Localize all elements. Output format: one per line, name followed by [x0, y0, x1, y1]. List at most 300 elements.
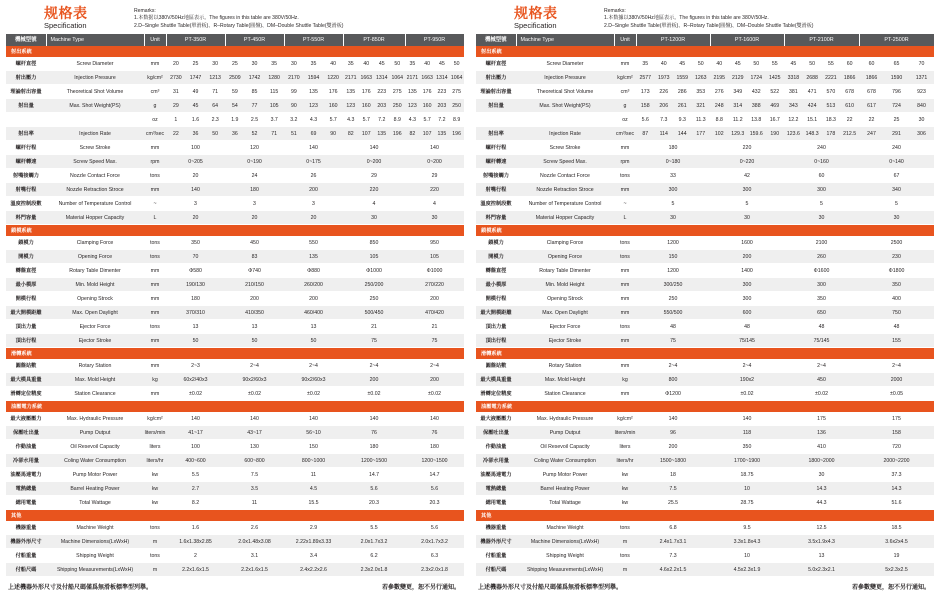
value-subgroup — [710, 89, 784, 95]
row-unit: mm — [144, 306, 166, 320]
cell-value: 29 — [343, 169, 405, 183]
cell-value: 350 — [166, 236, 225, 250]
cell-value: 83 — [225, 250, 284, 264]
cell-value: 140 — [405, 141, 464, 155]
row-label-en: Coling Water Consumption — [46, 454, 144, 468]
value-subgroup — [166, 117, 225, 123]
row-value-group — [343, 85, 405, 99]
cell-value: 43~17 — [225, 426, 284, 440]
cell-value: 0~175 — [284, 155, 343, 169]
table-row — [476, 320, 934, 334]
footer-note — [6, 577, 464, 591]
cell-value: 210/150 — [225, 278, 284, 292]
cell-value: 350 — [710, 440, 784, 454]
table-row — [6, 320, 464, 334]
cell-value: 52 — [251, 130, 258, 137]
value-subgroup — [284, 103, 343, 109]
cell-value: 129.3 — [731, 130, 745, 137]
cell-value: 76 — [405, 426, 464, 440]
footer-note-left: 上述機器外形尺寸及付船尺碼僅爲無滑板標準型列擧。 — [8, 585, 153, 591]
cell-value: 5.5 — [343, 521, 405, 535]
row-label-en: Shipping Weight — [516, 549, 614, 563]
row-unit: mm — [614, 292, 636, 306]
cell-value: 75 — [636, 334, 710, 348]
row-unit: rpm — [144, 155, 166, 169]
panel-header — [476, 0, 934, 34]
cell-value: 12.5 — [784, 521, 859, 535]
table-row — [6, 373, 464, 387]
table-row — [476, 359, 934, 373]
cell-value: 45 — [192, 102, 199, 109]
row-label-cn: 射嘴接觸力 — [476, 169, 516, 183]
row-value-group — [166, 127, 225, 141]
cell-value: 100 — [166, 141, 225, 155]
cell-value: 469 — [770, 102, 780, 109]
row-label-cn: 電熱總量 — [6, 482, 46, 496]
cell-value: 471 — [807, 88, 817, 95]
cell-value: 56~10 — [284, 426, 343, 440]
cell-value: 30 — [710, 211, 784, 225]
remark-line: 1.本数据以380V/50Hz地區表示。The figures in this table are 380V/50Hz. — [134, 15, 299, 22]
cell-value: 118 — [710, 426, 784, 440]
value-subgroup — [636, 75, 710, 81]
row-unit: cm³/sec — [614, 127, 636, 141]
row-unit: kw — [614, 482, 636, 496]
value-subgroup — [343, 89, 405, 95]
table-row — [476, 549, 934, 563]
row-unit: mm — [614, 334, 636, 348]
row-label-en: Number of Temperature Control — [46, 197, 144, 211]
cell-value: 250 — [636, 292, 710, 306]
row-unit: oz — [144, 113, 166, 127]
cell-value: 1314 — [375, 74, 388, 81]
table-row — [476, 334, 934, 348]
cell-value: 250 — [343, 292, 405, 306]
cell-value: 3 — [225, 197, 284, 211]
remark-line: 2.D–Single Shuttle Table(單滑板)、R–Rotary Table(圓盤)、DM–Double Shuttle Table(雙滑板) — [604, 22, 814, 29]
row-label-cn: 射出量 — [476, 99, 516, 113]
section-title: 滑轉系統 — [6, 348, 464, 360]
cell-value: 20 — [225, 211, 284, 225]
row-label-en: Rotary Table Dimenter — [516, 264, 614, 278]
cell-value: 173 — [640, 88, 650, 95]
section-header-row — [476, 348, 934, 360]
row-label-en: Station Clearance — [516, 387, 614, 401]
cell-value: 155 — [859, 334, 934, 348]
row-label-en: Pump Output — [46, 426, 144, 440]
cell-value: 196 — [392, 130, 402, 137]
cell-value: 14.7 — [405, 468, 464, 482]
cell-value: 450 — [784, 373, 859, 387]
cell-value: 1724 — [750, 74, 763, 81]
row-label-cn: 電熱總量 — [476, 482, 516, 496]
cell-value: 5.7 — [423, 116, 431, 123]
cell-value: 7.5 — [636, 482, 710, 496]
cell-value: 140 — [166, 412, 225, 426]
row-label-cn: 轉盤直徑 — [476, 264, 516, 278]
cell-value: 203 — [437, 102, 447, 109]
column-header-model: PT-2100R — [784, 34, 859, 46]
cell-value: 29 — [172, 102, 179, 109]
value-subgroup — [710, 131, 784, 137]
cell-value: 2000~2200 — [859, 454, 934, 468]
value-subgroup — [405, 89, 464, 95]
cell-value: 158 — [640, 102, 650, 109]
cell-value: 410 — [784, 440, 859, 454]
cell-value: 135 — [284, 250, 343, 264]
cell-value: 3.1 — [225, 549, 284, 563]
cell-value: 36 — [231, 130, 238, 137]
value-subgroup — [405, 61, 464, 67]
column-header-model: PT-850R — [343, 34, 405, 46]
cell-value: 314 — [733, 102, 743, 109]
row-value-group — [225, 99, 284, 113]
cell-value: 610 — [845, 102, 854, 109]
cell-value: 2100 — [784, 236, 859, 250]
cell-value: 350 — [784, 292, 859, 306]
row-value-group — [784, 71, 859, 85]
cell-value: 150 — [284, 440, 343, 454]
row-value-group — [343, 127, 405, 141]
cell-value: 400 — [859, 292, 934, 306]
cell-value: 45 — [790, 60, 797, 67]
row-unit: liters/min — [144, 426, 166, 440]
cell-value: 90 — [290, 102, 297, 109]
cell-value: 50 — [212, 130, 219, 137]
row-unit: tons — [614, 169, 636, 183]
row-label-cn: 油壓馬達電力 — [476, 468, 516, 482]
row-value-group — [636, 85, 710, 99]
cell-value: Φ1600 — [784, 264, 859, 278]
row-unit: rpm — [614, 155, 636, 169]
row-label-en: Rotary Table Dimenter — [46, 264, 144, 278]
row-label-en: Total Wattage — [46, 496, 144, 510]
row-unit: kw — [144, 482, 166, 496]
cell-value: 71 — [212, 88, 219, 95]
cell-value: 15.5 — [284, 496, 343, 510]
table-row — [6, 113, 464, 127]
cell-value: 13 — [284, 320, 343, 334]
cell-value: 8.9 — [453, 116, 461, 123]
cell-value: 37.3 — [859, 468, 934, 482]
header-model-en: Machine Type — [516, 34, 614, 46]
table-header-row — [6, 34, 464, 46]
value-subgroup — [225, 75, 284, 81]
cell-value: 190x2 — [710, 373, 784, 387]
row-value-group — [859, 127, 934, 141]
cell-value: 50 — [697, 60, 704, 67]
row-label-en: Oil Resevoil Capacity — [46, 440, 144, 454]
row-value-group — [343, 71, 405, 85]
section-title: 油壓電力系統 — [476, 401, 934, 413]
cell-value: 300 — [710, 183, 784, 197]
cell-value: 76 — [343, 426, 405, 440]
row-label-cn: 滑轉定位精度 — [6, 387, 46, 401]
cell-value: 2.3x2.0x1.8 — [343, 563, 405, 577]
row-label-cn: 機器重量 — [6, 521, 46, 535]
cell-value: 45 — [378, 60, 385, 67]
cell-value: 21 — [405, 320, 464, 334]
row-label-cn: 最大液壓壓力 — [6, 412, 46, 426]
cell-value: 54 — [231, 102, 238, 109]
cell-value: 178 — [826, 130, 836, 137]
cell-value: 261 — [677, 102, 687, 109]
cell-value: 340 — [859, 183, 934, 197]
cell-value: 200 — [225, 292, 284, 306]
cell-value: 1590 — [890, 74, 903, 81]
cell-value: Φ1800 — [859, 264, 934, 278]
cell-value: 200 — [284, 183, 343, 197]
cell-value: 50 — [394, 60, 401, 67]
cell-value: 2~4 — [405, 359, 464, 373]
row-label-cn: 頂出力量 — [6, 320, 46, 334]
row-label-cn: 總用電量 — [6, 496, 46, 510]
row-value-group — [784, 99, 859, 113]
row-value-group — [710, 85, 784, 99]
table-row — [476, 127, 934, 141]
row-label-en: Nozzle Retraction Stroce — [46, 183, 144, 197]
row-label-en: Machine Weight — [516, 521, 614, 535]
cell-value: 75/145 — [710, 334, 784, 348]
cell-value: 176 — [361, 88, 371, 95]
row-label-cn: 射嘴接觸力 — [6, 169, 46, 183]
cell-value: 2509 — [229, 74, 241, 81]
row-label-en — [516, 113, 614, 127]
cell-value: 42 — [710, 169, 784, 183]
row-label-en: Shipping Weight — [46, 549, 144, 563]
cell-value: 2~4 — [225, 359, 284, 373]
row-unit: mm — [614, 264, 636, 278]
value-subgroup — [343, 117, 405, 123]
cell-value: 1213 — [209, 74, 221, 81]
row-unit: ~ — [144, 197, 166, 211]
row-label-en: Number of Temperature Control — [516, 197, 614, 211]
cell-value: 30 — [859, 211, 934, 225]
cell-value: 8.9 — [393, 116, 401, 123]
cell-value: 2.4x1.7x3.1 — [636, 535, 710, 549]
cell-value: 87 — [642, 130, 649, 137]
value-subgroup — [225, 117, 284, 123]
cell-value: ±0.02 — [710, 387, 784, 401]
cell-value: 0~180 — [636, 155, 710, 169]
row-unit: cm³ — [614, 85, 636, 99]
table-row — [476, 535, 934, 549]
table-row — [476, 113, 934, 127]
cell-value: 25.5 — [636, 496, 710, 510]
spec-table — [6, 34, 465, 577]
row-label-en: Max. Hydraulic Pressure — [516, 412, 614, 426]
cell-value: 13 — [166, 320, 225, 334]
value-subgroup — [166, 131, 225, 137]
remarks-block — [134, 6, 344, 30]
cell-value: 5 — [636, 197, 710, 211]
row-label-cn: 圓盤站數 — [476, 359, 516, 373]
cell-value: 20.3 — [405, 496, 464, 510]
cell-value: 321 — [696, 102, 706, 109]
cell-value: 71 — [271, 130, 278, 137]
cell-value: 0~200 — [343, 155, 405, 169]
cell-value: 410/350 — [225, 306, 284, 320]
cell-value: 600 — [710, 306, 784, 320]
table-row — [476, 387, 934, 401]
cell-value: 196 — [452, 130, 461, 137]
cell-value: 50 — [453, 60, 460, 67]
cell-value: ±0.05 — [859, 387, 934, 401]
cell-value: 115 — [270, 88, 279, 95]
cell-value: 276 — [714, 88, 724, 95]
cell-value: 206 — [659, 102, 669, 109]
value-subgroup — [343, 61, 405, 67]
row-value-group — [405, 113, 464, 127]
row-label-cn: 最大開模距離 — [6, 306, 46, 320]
cell-value: 800~1000 — [284, 454, 343, 468]
cell-value: 4.6x2.2x1.5 — [636, 563, 710, 577]
cell-value: 220 — [405, 183, 464, 197]
cell-value: 140 — [284, 141, 343, 155]
row-label-cn: 機器重量 — [476, 521, 516, 535]
cell-value: 2.3 — [211, 116, 219, 123]
cell-value: 1.6 — [166, 521, 225, 535]
row-label-en: Injection Pressure — [516, 71, 614, 85]
row-label-en: Clamping Force — [516, 236, 614, 250]
cell-value: 450 — [225, 236, 284, 250]
section-header-row — [476, 46, 934, 57]
value-subgroup — [225, 103, 284, 109]
row-unit: kg — [614, 373, 636, 387]
row-label-cn: 機器外形尺寸 — [6, 535, 46, 549]
table-row — [476, 482, 934, 496]
row-label-cn: 冷卻水用量 — [476, 454, 516, 468]
cell-value: 30 — [290, 60, 297, 67]
cell-value: 3318 — [787, 74, 800, 81]
row-label-cn: 螺杆直徑 — [476, 57, 516, 71]
row-unit: cm³/sec — [144, 127, 166, 141]
cell-value: 1500~1800 — [636, 454, 710, 468]
cell-value: 381 — [789, 88, 798, 95]
table-row — [476, 468, 934, 482]
section-header-row — [476, 510, 934, 522]
row-value-group — [636, 57, 710, 71]
column-header-model: PT-950R — [405, 34, 464, 46]
cell-value: 99 — [290, 88, 297, 95]
column-header-model: PT-550R — [284, 34, 343, 46]
row-unit: mm — [614, 359, 636, 373]
table-row — [476, 71, 934, 85]
row-unit: mm — [144, 264, 166, 278]
row-unit: mm — [144, 141, 166, 155]
value-subgroup — [710, 75, 784, 81]
cell-value: 5x2.3x2.5 — [859, 563, 934, 577]
section-title: 油壓電力系統 — [6, 401, 464, 413]
cell-value: 200 — [405, 373, 464, 387]
row-label-en: Opening Force — [516, 250, 614, 264]
row-value-group — [166, 99, 225, 113]
cell-value: 950 — [405, 236, 464, 250]
row-unit: g — [144, 99, 166, 113]
cell-value: 3.2 — [290, 116, 298, 123]
cell-value: 1700~1900 — [710, 454, 784, 468]
row-value-group — [284, 57, 343, 71]
cell-value: 190/130 — [166, 278, 225, 292]
cell-value: 159.6 — [749, 130, 763, 137]
value-subgroup — [225, 89, 284, 95]
cell-value: 3.5 — [225, 482, 284, 496]
row-unit: tons — [144, 320, 166, 334]
row-value-group — [284, 71, 343, 85]
row-label-cn: 射出壓力 — [6, 71, 46, 85]
cell-value: 250 — [392, 102, 402, 109]
value-subgroup — [784, 89, 859, 95]
section-header-row — [476, 401, 934, 413]
page-title-cn: 规格表 — [44, 5, 88, 21]
row-label-cn: 鎖模力 — [6, 236, 46, 250]
value-subgroup — [405, 117, 464, 123]
row-label-en: Screw Speed Max. — [516, 155, 614, 169]
row-label-cn: 開模行程 — [6, 292, 46, 306]
cell-value: 2~4 — [343, 359, 405, 373]
cell-value: 114 — [659, 130, 668, 137]
row-value-group — [166, 85, 225, 99]
table-row — [476, 440, 934, 454]
row-value-group — [343, 99, 405, 113]
row-value-group — [784, 85, 859, 99]
cell-value: 5.6 — [641, 116, 649, 123]
cell-value: 107 — [361, 130, 371, 137]
row-unit: ~ — [614, 197, 636, 211]
cell-value: 85 — [251, 88, 258, 95]
value-subgroup — [784, 117, 859, 123]
cell-value: 20 — [284, 211, 343, 225]
cell-value: 0~220 — [710, 155, 784, 169]
cell-value: 240 — [859, 141, 934, 155]
row-unit: m — [614, 535, 636, 549]
table-row — [6, 155, 464, 169]
cell-value: 2195 — [713, 74, 726, 81]
row-unit: liters/min — [614, 426, 636, 440]
cell-value: 1800~2000 — [784, 454, 859, 468]
cell-value: 5.6 — [405, 482, 464, 496]
cell-value: 123 — [408, 102, 417, 109]
value-subgroup — [636, 131, 710, 137]
value-subgroup — [784, 103, 859, 109]
row-value-group — [636, 127, 710, 141]
cell-value: 30 — [636, 211, 710, 225]
row-value-group — [859, 113, 934, 127]
value-subgroup — [405, 75, 464, 81]
section-header-row — [6, 225, 464, 237]
row-label-cn: 最大模具重量 — [476, 373, 516, 387]
cell-value: 96 — [636, 426, 710, 440]
row-label-en: Min. Mold Height — [46, 278, 144, 292]
section-header-row — [6, 348, 464, 360]
cell-value: 1866 — [843, 74, 856, 81]
table-header-row — [476, 34, 934, 46]
cell-value: 75 — [405, 334, 464, 348]
value-subgroup — [405, 131, 464, 137]
cell-value: 140 — [225, 412, 284, 426]
cell-value: 260/200 — [284, 278, 343, 292]
cell-value: 7.2 — [438, 116, 446, 123]
row-label-en: Max. Open Daylight — [516, 306, 614, 320]
row-label-en: Nozzle Contact Force — [516, 169, 614, 183]
cell-value: 1314 — [436, 74, 448, 81]
table-row — [476, 236, 934, 250]
row-label-en: Screw Speed Max. — [46, 155, 144, 169]
section-title: 射出系統 — [6, 46, 464, 57]
row-unit: mm — [614, 57, 636, 71]
cell-value: 247 — [867, 130, 876, 137]
cell-value: 2171 — [344, 74, 357, 81]
